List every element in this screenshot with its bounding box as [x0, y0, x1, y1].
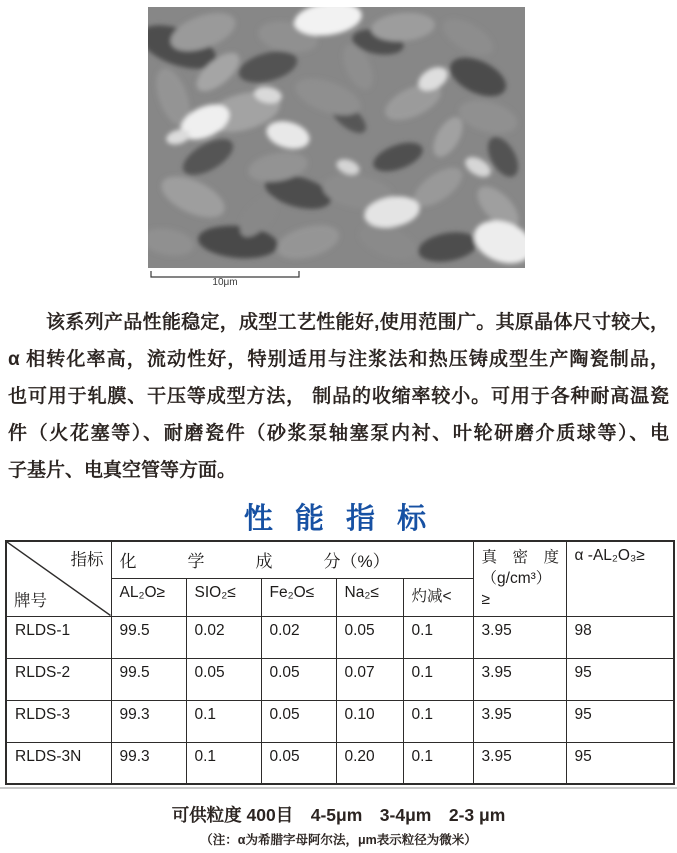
value-cell: 0.05	[336, 616, 403, 658]
value-cell: 0.10	[336, 700, 403, 742]
intro-line: α 相转化率高，流动性好，特别适用与注浆法和热压铸成型生产陶瓷制品，	[8, 349, 669, 370]
value-cell: 3.95	[473, 700, 566, 742]
intro-line: 件（火花塞等）、耐磨瓷件（砂浆泵轴塞泵内衬、叶轮研磨介质球等）、电	[8, 423, 669, 444]
value-cell: 0.1	[403, 742, 473, 784]
brand-cell: RLDS-3	[6, 700, 111, 742]
value-cell: 0.1	[403, 616, 473, 658]
sem-image-block	[148, 7, 525, 292]
spec-table	[5, 540, 675, 785]
brand-cell: RLDS-2	[6, 658, 111, 700]
value-cell: 3.95	[473, 658, 566, 700]
value-cell: 0.1	[186, 742, 261, 784]
intro-line: 子基片、电真空管等方面。	[8, 460, 237, 481]
value-cell: 99.3	[111, 742, 186, 784]
density-label-line: （g/cm³）	[481, 570, 552, 587]
column-header-ignition-loss: 灼减<	[403, 578, 473, 616]
value-cell: 0.05	[261, 658, 336, 700]
table-row	[6, 742, 674, 784]
value-cell: 0.02	[186, 616, 261, 658]
column-header-fe2o: Fe₂O≤	[261, 578, 336, 616]
available-particle-sizes: 可供粒度 400目 4-5μm 3-4μm 2-3 μm	[171, 805, 506, 825]
value-cell: 95	[566, 742, 674, 784]
value-cell: 0.05	[186, 658, 261, 700]
alpha-al2o3-header-cell: α -AL₂O₃≥	[566, 541, 674, 616]
value-cell: 0.1	[403, 658, 473, 700]
corner-brand-label: 牌号	[14, 591, 47, 610]
column-header-na2: Na₂≤	[336, 578, 403, 616]
value-cell: 0.05	[261, 700, 336, 742]
scale-bar	[150, 270, 300, 292]
value-cell: 3.95	[473, 616, 566, 658]
density-header-cell	[473, 541, 566, 616]
value-cell: 0.20	[336, 742, 403, 784]
value-cell: 99.5	[111, 616, 186, 658]
table-row	[6, 700, 674, 742]
value-cell: 99.3	[111, 700, 186, 742]
density-label-line: 真 密 度	[481, 549, 560, 566]
column-header-sio2: SIO₂≤	[186, 578, 261, 616]
brand-cell: RLDS-3N	[6, 742, 111, 784]
value-cell: 98	[566, 616, 674, 658]
value-cell: 0.1	[186, 700, 261, 742]
brand-cell: RLDS-1	[6, 616, 111, 658]
corner-metric-label: 指标	[70, 551, 104, 569]
intro-line: 该系列产品性能稳定，成型工艺性能好,使用范围广。其原晶体尺寸较大，	[46, 312, 669, 333]
intro-paragraph	[8, 304, 669, 489]
sem-micrograph-image	[148, 7, 525, 268]
value-cell: 3.95	[473, 742, 566, 784]
value-cell: 95	[566, 700, 674, 742]
scale-bar-label: 10μm	[212, 277, 238, 288]
intro-line: 也可用于轧膜、干压等成型方法， 制品的收缩率较小。可用于各种耐高温瓷	[8, 386, 669, 407]
value-cell: 0.05	[261, 742, 336, 784]
column-header-al2o: AL₂O≥	[111, 578, 186, 616]
value-cell: 0.1	[403, 700, 473, 742]
page-divider-line	[0, 787, 677, 789]
value-cell: 0.07	[336, 658, 403, 700]
value-cell: 95	[566, 658, 674, 700]
section-title: 性 能 指 标	[243, 503, 434, 535]
footnote: （注：α为希腊字母阿尔法，μm表示粒径为微米）	[200, 833, 477, 847]
value-cell: 0.02	[261, 616, 336, 658]
table-row	[6, 658, 674, 700]
corner-header-cell	[6, 541, 111, 616]
density-label-line: ≥	[481, 591, 491, 608]
table-row	[6, 616, 674, 658]
value-cell: 99.5	[111, 658, 186, 700]
chem-composition-group-header: 化 学 成 分（%）	[111, 541, 473, 578]
